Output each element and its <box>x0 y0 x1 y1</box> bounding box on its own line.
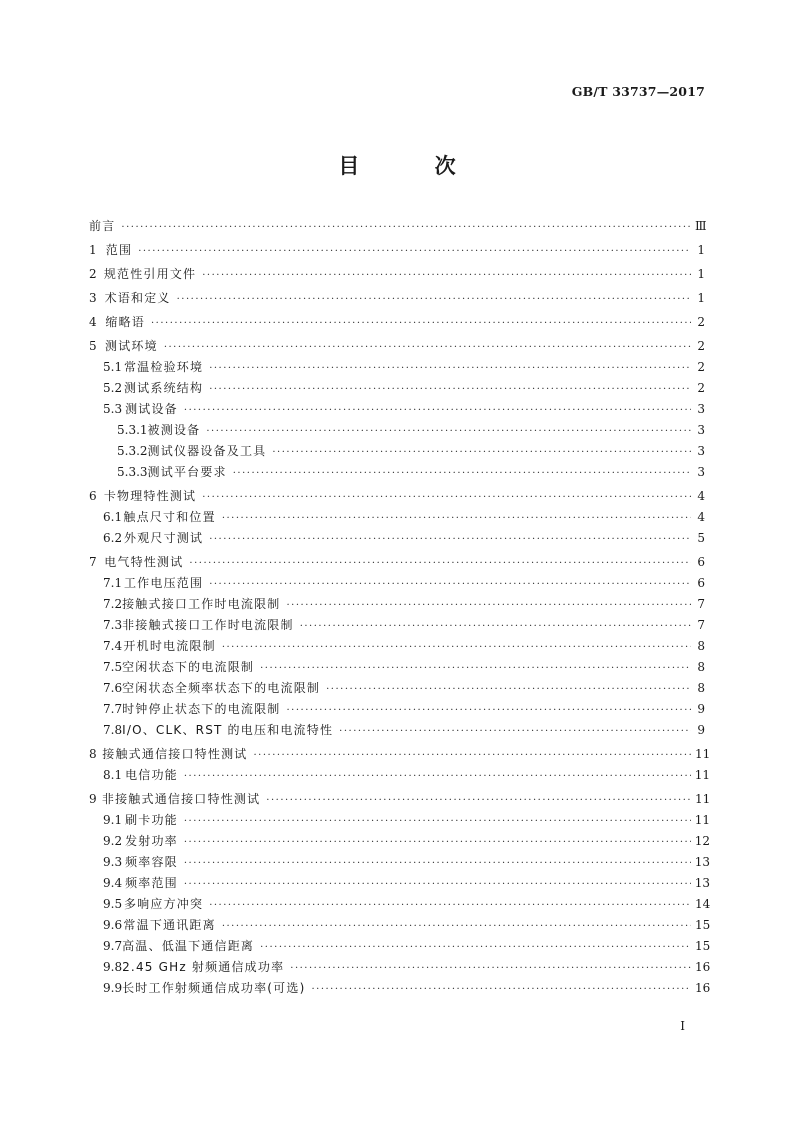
toc-entry[interactable] <box>89 240 705 261</box>
toc-entry-number: 4 <box>89 315 97 329</box>
toc-entry[interactable] <box>89 678 705 699</box>
toc-entry-number: 6.1 <box>103 510 123 524</box>
toc-entry-label: 常温下通讯距离 <box>123 918 216 932</box>
toc-entry[interactable] <box>89 486 705 507</box>
toc-entry-page: 8 <box>697 639 705 653</box>
toc-leader-dots <box>121 217 691 238</box>
toc-entry-label: 范围 <box>105 243 133 257</box>
toc-leader-dots <box>260 658 691 679</box>
toc-entry[interactable] <box>89 894 711 915</box>
toc-entry-number: 5.2 <box>103 381 123 395</box>
toc-entry[interactable] <box>89 744 711 765</box>
toc-entry[interactable] <box>89 765 711 786</box>
toc-entry-label: 电信功能 <box>125 768 178 782</box>
toc-entry-page: 7 <box>697 618 705 632</box>
toc-entry-page: 8 <box>697 660 705 674</box>
toc-entry-number: 7.1 <box>103 576 123 590</box>
toc-entry-page: 2 <box>697 360 705 374</box>
toc-entry-label: 前言 <box>89 219 116 233</box>
toc-entry-page: 6 <box>697 576 705 590</box>
toc-entry-label: 测试环境 <box>105 339 158 353</box>
toc-leader-dots <box>222 916 691 937</box>
toc-entry-page: 11 <box>694 768 711 782</box>
toc-leader-dots <box>164 337 691 358</box>
toc-entry[interactable] <box>89 336 705 357</box>
toc-entry[interactable] <box>89 915 711 936</box>
toc-entry-label: 空闲状态全频率状态下的电流限制 <box>122 681 321 695</box>
toc-leader-dots <box>311 979 691 1000</box>
toc-entry[interactable] <box>89 978 711 999</box>
toc-entry-page: 16 <box>695 981 711 995</box>
toc-entry-label: 电气特性测试 <box>104 555 184 569</box>
toc-leader-dots <box>202 265 691 286</box>
toc-entry-number: 9.7 <box>103 939 123 953</box>
toc-leader-dots <box>326 679 691 700</box>
toc-entry-label: 非接触式通信接口特性测试 <box>101 792 261 806</box>
toc-leader-dots <box>209 895 691 916</box>
toc-entry-number: 5.3.2 <box>117 444 148 458</box>
toc-entry[interactable] <box>89 312 705 333</box>
toc-leader-dots <box>339 721 691 742</box>
toc-entry-page: 11 <box>695 747 711 761</box>
toc-entry-label: 接触式接口工作时电流限制 <box>122 597 281 611</box>
toc-leader-dots <box>260 937 691 958</box>
toc-entry-page: 3 <box>697 465 705 479</box>
toc-entry-page: 14 <box>695 897 711 911</box>
toc-entry-number: 6.2 <box>103 531 123 545</box>
toc-leader-dots <box>184 766 691 787</box>
toc-leader-dots <box>300 616 691 637</box>
toc-entry-page: 15 <box>695 918 711 932</box>
toc-entry-page: Ⅲ <box>695 219 707 233</box>
toc-leader-dots <box>184 400 691 421</box>
toc-entry-label: 测试系统结构 <box>123 381 204 395</box>
toc-entry[interactable] <box>89 594 705 615</box>
toc-leader-dots <box>266 790 691 811</box>
toc-entry[interactable] <box>89 615 705 636</box>
toc-leader-dots <box>287 700 692 721</box>
toc-leader-dots <box>209 358 691 379</box>
toc-entry-label: 被测设备 <box>147 423 201 437</box>
toc-entry-page: 9 <box>697 702 705 716</box>
toc-entry-page: 2 <box>697 339 705 353</box>
toc-entry[interactable] <box>89 957 711 978</box>
toc-leader-dots <box>184 832 691 853</box>
toc-entry-page: 15 <box>695 939 711 953</box>
toc-entry[interactable] <box>89 720 705 741</box>
toc-entry-number: 5.3.3 <box>117 465 148 479</box>
toc-leader-dots <box>138 241 691 262</box>
toc-entry[interactable] <box>89 441 705 462</box>
toc-entry-number: 9.6 <box>103 918 123 932</box>
toc-leader-dots <box>209 529 691 550</box>
toc-entry-number: 2 <box>89 267 97 281</box>
toc-entry-page: 13 <box>694 855 711 869</box>
toc-leader-dots <box>151 313 691 334</box>
toc-entry-number: 5.3.1 <box>117 423 148 437</box>
toc-entry-label: 高温、低温下通信距离 <box>122 939 255 953</box>
toc-entry-number: 7.8 <box>103 723 123 737</box>
toc-entry-number: 9.1 <box>103 813 123 827</box>
toc-entry-number: 7.5 <box>103 660 123 674</box>
table-of-contents <box>89 216 711 999</box>
toc-entry-label: 工作电压范围 <box>123 576 204 590</box>
toc-entry-label: 外观尺寸测试 <box>123 531 204 545</box>
toc-leader-dots <box>206 421 691 442</box>
toc-entry-page: 5 <box>697 531 705 545</box>
toc-entry-page: 12 <box>694 834 711 848</box>
toc-leader-dots <box>184 874 691 895</box>
toc-entry[interactable] <box>89 378 705 399</box>
toc-entry-label: 多响应方冲突 <box>123 897 204 911</box>
toc-entry-page: 3 <box>697 423 705 437</box>
toc-entry-number: 5.3 <box>103 402 123 416</box>
toc-entry-number: 8.1 <box>103 768 123 782</box>
toc-entry[interactable] <box>89 636 705 657</box>
toc-entry-number: 7.7 <box>103 702 123 716</box>
toc-entry-page: 3 <box>697 444 705 458</box>
toc-entry-label: 卡物理特性测试 <box>103 489 197 503</box>
toc-entry-page: 11 <box>694 813 711 827</box>
toc-entry-label: 发射功率 <box>125 834 178 848</box>
toc-entry-number: 7.3 <box>103 618 123 632</box>
toc-entry-page: 9 <box>697 723 705 737</box>
toc-leader-dots <box>287 595 692 616</box>
toc-entry-label: 频率容限 <box>125 855 178 869</box>
toc-entry-label: I/O、CLK、RST 的电压和电流特性 <box>122 723 334 737</box>
toc-entry-label: 规范性引用文件 <box>103 267 197 281</box>
toc-entry-label: 测试平台要求 <box>147 465 227 479</box>
toc-entry-number: 3 <box>89 291 97 305</box>
toc-leader-dots <box>222 637 691 658</box>
toc-entry-label: 触点尺寸和位置 <box>123 510 216 524</box>
toc-leader-dots <box>290 958 691 979</box>
toc-entry[interactable] <box>89 420 705 441</box>
toc-entry[interactable] <box>89 528 705 549</box>
toc-entry-label: 术语和定义 <box>104 291 171 305</box>
toc-entry-number: 9.4 <box>103 876 123 890</box>
toc-leader-dots <box>177 289 691 310</box>
toc-entry-label: 非接触式接口工作时电流限制 <box>122 618 294 632</box>
toc-entry[interactable] <box>89 462 705 483</box>
toc-entry-label: 常温检验环境 <box>123 360 204 374</box>
toc-entry[interactable] <box>89 357 705 378</box>
toc-entry-number: 8 <box>89 747 97 761</box>
toc-entry[interactable] <box>89 852 711 873</box>
toc-entry-page: 11 <box>695 792 711 806</box>
toc-entry-page: 4 <box>697 510 705 524</box>
toc-entry-label: 接触式通信接口特性测试 <box>102 747 248 761</box>
toc-entry-number: 9.5 <box>103 897 123 911</box>
toc-entry-number: 1 <box>89 243 97 257</box>
toc-entry-number: 9.9 <box>103 981 123 995</box>
toc-entry-page: 3 <box>697 402 705 416</box>
toc-entry[interactable] <box>89 288 705 309</box>
toc-entry[interactable] <box>89 810 711 831</box>
toc-entry-number: 6 <box>89 489 97 503</box>
toc-entry[interactable] <box>89 831 711 852</box>
toc-entry-page: 1 <box>697 267 705 281</box>
toc-entry[interactable] <box>89 399 705 420</box>
toc-entry[interactable] <box>89 552 705 573</box>
toc-entry-label: 测试仪器设备及工具 <box>147 444 267 458</box>
toc-leader-dots <box>184 853 691 874</box>
toc-entry[interactable] <box>89 789 711 810</box>
toc-entry-label: 时钟停止状态下的电流限制 <box>122 702 281 716</box>
toc-entry-number: 7.2 <box>103 597 123 611</box>
toc-entry-label: 刷卡功能 <box>125 813 178 827</box>
toc-leader-dots <box>184 811 691 832</box>
toc-entry-number: 7 <box>89 555 97 569</box>
toc-entry-label: 2.45 GHz 射频通信成功率 <box>122 960 285 974</box>
toc-entry-label: 测试设备 <box>125 402 178 416</box>
toc-entry-label: 缩略语 <box>105 315 145 329</box>
toc-entry-number: 9.8 <box>103 960 123 974</box>
toc-entry-label: 开机时电流限制 <box>123 639 216 653</box>
toc-leader-dots <box>272 442 691 463</box>
toc-leader-dots <box>233 463 691 484</box>
toc-leader-dots <box>189 553 691 574</box>
toc-entry-page: 2 <box>697 381 705 395</box>
page-title: 目 次 <box>338 154 490 178</box>
toc-entry-page: 7 <box>697 597 705 611</box>
toc-entry-number: 9 <box>89 792 97 806</box>
toc-leader-dots <box>253 745 691 766</box>
toc-entry[interactable] <box>89 573 705 594</box>
toc-entry-label: 长时工作射频通信成功率(可选) <box>122 981 306 995</box>
toc-leader-dots <box>222 508 691 529</box>
standard-code: GB/T 33737—2017 <box>571 84 705 99</box>
toc-entry-page: 16 <box>695 960 711 974</box>
toc-entry-page: 13 <box>694 876 711 890</box>
toc-entry-number: 5 <box>89 339 97 353</box>
footer-page-number: I <box>680 1019 685 1033</box>
toc-entry-page: 8 <box>697 681 705 695</box>
toc-entry[interactable] <box>89 873 711 894</box>
toc-entry[interactable] <box>89 507 705 528</box>
toc-entry[interactable] <box>89 657 705 678</box>
toc-leader-dots <box>202 487 691 508</box>
toc-entry[interactable] <box>89 699 705 720</box>
toc-entry-number: 9.3 <box>103 855 123 869</box>
toc-entry-page: 4 <box>697 489 705 503</box>
toc-entry[interactable] <box>89 264 705 285</box>
toc-entry[interactable] <box>89 936 711 957</box>
toc-leader-dots <box>209 379 691 400</box>
toc-entry-label: 频率范围 <box>125 876 178 890</box>
toc-entry-label: 空闲状态下的电流限制 <box>122 660 255 674</box>
toc-entry-page: 2 <box>697 315 705 329</box>
toc-entry-page: 1 <box>697 291 705 305</box>
toc-entry-number: 7.6 <box>103 681 123 695</box>
toc-entry-number: 7.4 <box>103 639 123 653</box>
toc-leader-dots <box>209 574 691 595</box>
toc-entry[interactable] <box>89 216 705 237</box>
toc-entry-number: 9.2 <box>103 834 123 848</box>
toc-entry-page: 1 <box>697 243 705 257</box>
toc-entry-page: 6 <box>697 555 705 569</box>
toc-entry-number: 5.1 <box>103 360 123 374</box>
